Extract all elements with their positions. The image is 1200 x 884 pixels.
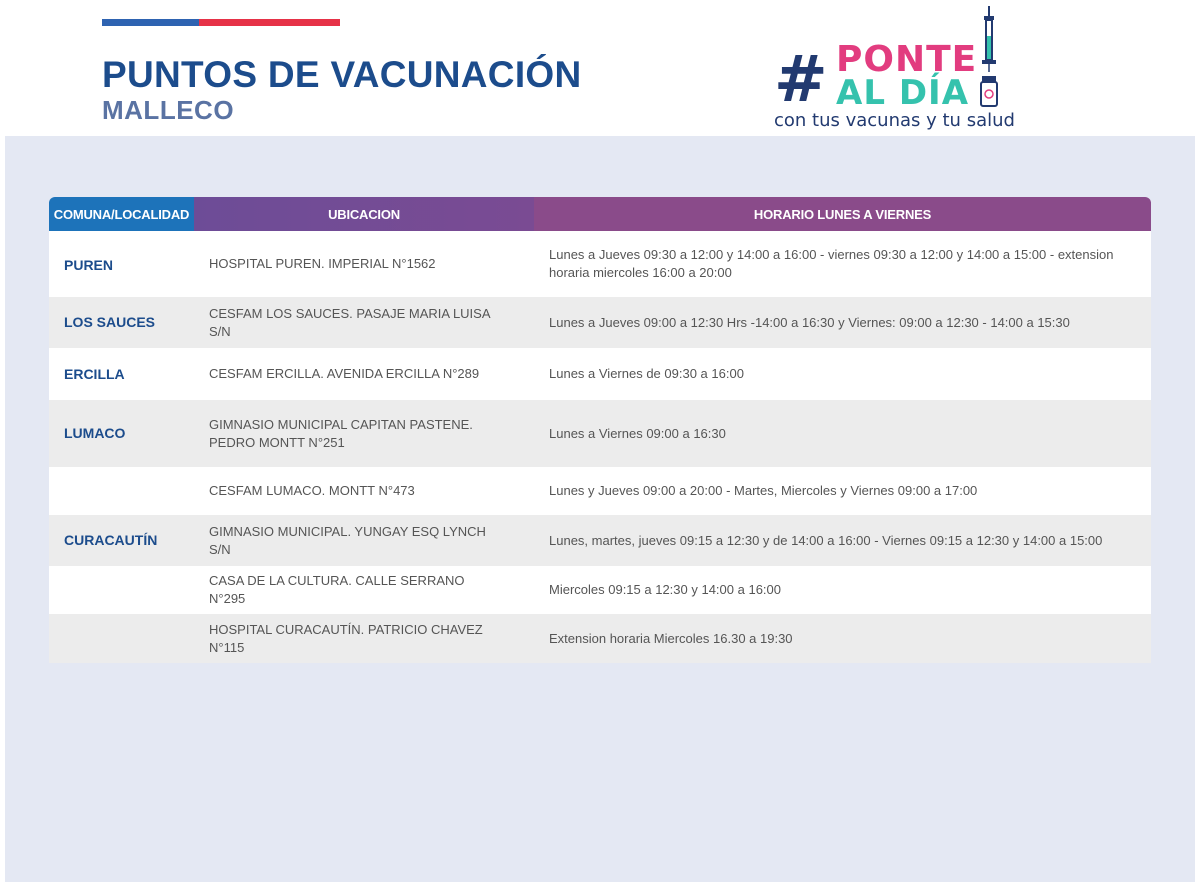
vaccination-points-table [49, 197, 1151, 663]
table-row [49, 566, 1151, 614]
cell-comuna: LUMACO [64, 425, 126, 441]
flag-bar [102, 19, 340, 26]
table-row [49, 348, 1151, 400]
page-subtitle: MALLECO [102, 95, 235, 125]
cell-comuna [49, 566, 194, 581]
header-ubicacion: UBICACION [194, 197, 534, 231]
logo-line-ponte: PONTE [836, 39, 978, 80]
cell-comuna: PUREN [64, 257, 114, 273]
syringe-icon [976, 6, 1002, 108]
flag-bar-blue [102, 19, 199, 26]
table-header [49, 197, 1151, 231]
table-row [49, 467, 1151, 515]
cell-ubicacion: CESFAM ERCILLA. AVENIDA ERCILLA N°289 [209, 366, 480, 381]
logo-line-aldia: AL DÍA [836, 73, 970, 113]
page-title: PUNTOS DE VACUNACIÓN [102, 54, 582, 95]
cell-comuna: ERCILLA [64, 366, 125, 382]
table-row [49, 297, 1151, 348]
cell-comuna [49, 467, 194, 482]
cell-comuna: CURACAUTÍN [64, 532, 158, 548]
cell-ubicacion: CESFAM LOS SAUCES. PASAJE MARIA LUISA S/N [209, 305, 490, 339]
cell-ubicacion: GIMNASIO MUNICIPAL. YUNGAY ESQ LYNCH S/N [209, 523, 486, 557]
cell-horario: Extension horaria Miercoles 16.30 a 19:30 [549, 630, 793, 646]
cell-ubicacion: HOSPITAL CURACAUTÍN. PATRICIO CHAVEZ N°115 [209, 621, 483, 655]
cell-horario: Lunes a Viernes de 09:30 a 16:00 [549, 366, 744, 381]
header-horario: HORARIO LUNES A VIERNES [534, 197, 1151, 231]
cell-ubicacion: HOSPITAL PUREN. IMPERIAL N°1562 [209, 256, 436, 271]
cell-horario: Lunes a Jueves 09:30 a 12:00 y 14:00 a 16:00 - viernes 09:30 a 12:00 y 14:00 a 15:00 - extension horaria miercoles 16:00 a 20:00 [549, 247, 1114, 280]
cell-ubicacion: CESFAM LUMACO. MONTT N°473 [209, 483, 415, 498]
campaign-logo [770, 6, 1015, 134]
cell-horario: Lunes a Viernes 09:00 a 16:30 [549, 425, 726, 441]
logo-hash: # [774, 43, 828, 117]
table-row [49, 400, 1151, 467]
table-row [49, 614, 1151, 663]
cell-comuna [49, 614, 194, 629]
cell-horario: Lunes y Jueves 09:00 a 20:00 - Martes, Miercoles y Viernes 09:00 a 17:00 [549, 483, 978, 498]
cell-horario: Lunes, martes, jueves 09:15 a 12:30 y de 14:00 a 16:00 - Viernes 09:15 a 12:30 y 14:00 a 15:00 [549, 532, 1103, 548]
logo-tagline: con tus vacunas y tu salud [774, 110, 1015, 131]
table-row [49, 231, 1151, 297]
header-comuna: COMUNA/LOCALIDAD [49, 197, 194, 231]
cell-ubicacion: CASA DE LA CULTURA. CALLE SERRANO N°295 [209, 573, 465, 606]
flag-bar-red [199, 19, 340, 26]
cell-horario: Miercoles 09:15 a 12:30 y 14:00 a 16:00 [549, 582, 781, 597]
cell-ubicacion: GIMNASIO MUNICIPAL CAPITAN PASTENE. PEDRO MONTT N°251 [209, 416, 473, 450]
cell-comuna: LOS SAUCES [64, 314, 156, 330]
cell-horario: Lunes a Jueves 09:00 a 12:30 Hrs -14:00 a 16:30 y Viernes: 09:00 a 12:30 - 14:00 a 15:30 [549, 314, 1070, 330]
table-row [49, 515, 1151, 566]
